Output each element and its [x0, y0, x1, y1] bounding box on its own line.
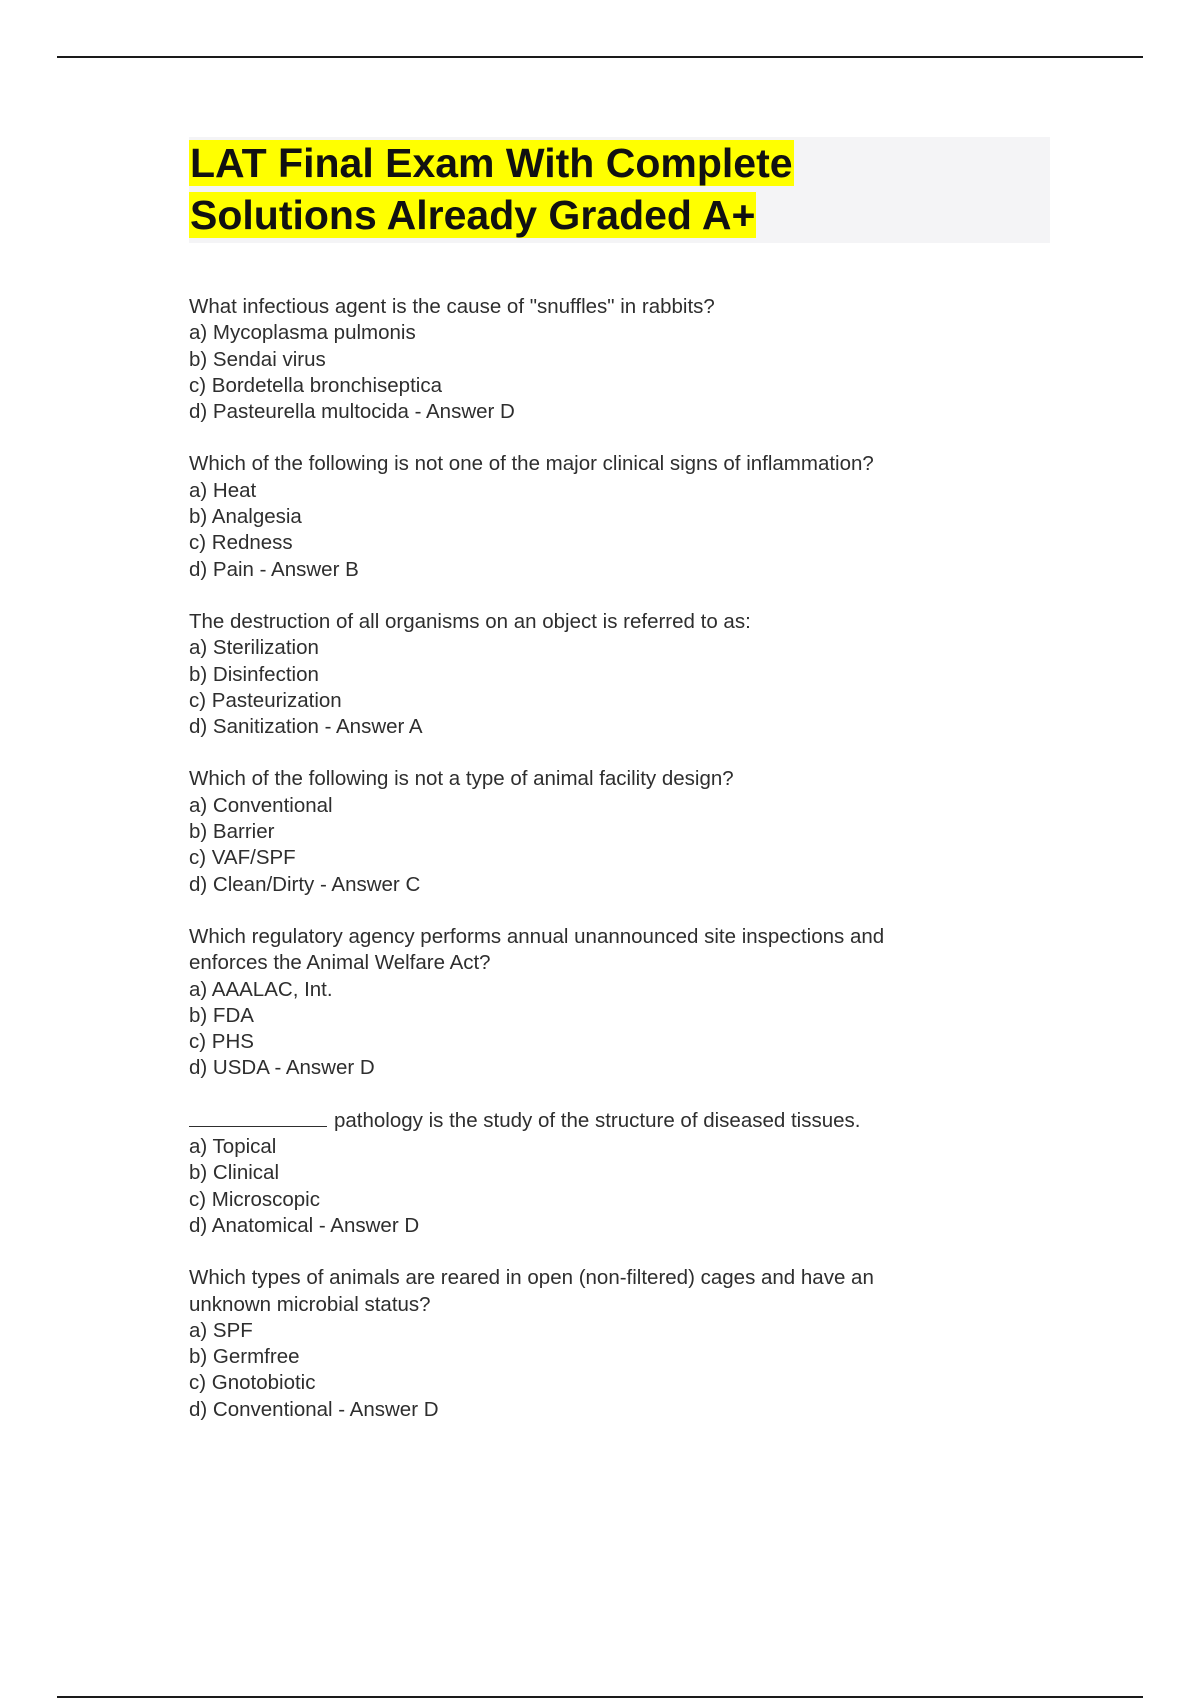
question-stem-line-2: unknown microbial status?: [189, 1292, 431, 1316]
top-divider: [57, 56, 1143, 58]
question-stem-line-1: Which regulatory agency performs annual unannounced site inspections and: [189, 924, 885, 948]
question-6: [189, 1108, 1069, 1239]
question-stem: Which of the following is not one of the major clinical signs of inflammation?: [189, 452, 874, 476]
question-7: [189, 1265, 1069, 1423]
question-4: [189, 766, 1069, 897]
option-d-answer: d) Sanitization - Answer A: [189, 715, 423, 739]
option-b: b) Clinical: [189, 1161, 279, 1185]
option-a: a) Conventional: [189, 793, 333, 817]
option-c: c) Pasteurization: [189, 688, 342, 712]
option-d-answer: d) USDA - Answer D: [189, 1056, 375, 1080]
question-stem-line-2: enforces the Animal Welfare Act?: [189, 951, 491, 975]
option-b: b) Disinfection: [189, 662, 319, 686]
option-b: b) Barrier: [189, 820, 275, 844]
option-b: b) Germfree: [189, 1345, 300, 1369]
question-stem-line-1: Which types of animals are reared in open (non-filtered) cages and have an: [189, 1266, 874, 1290]
question-stem: The destruction of all organisms on an object is referred to as:: [189, 609, 751, 633]
option-c: c) Gnotobiotic: [189, 1371, 316, 1395]
fill-in-blank: [189, 1108, 327, 1127]
question-stem: pathology is the study of the structure of diseased tissues.: [334, 1108, 861, 1132]
option-c: c) Redness: [189, 531, 293, 555]
option-c: c) VAF/SPF: [189, 846, 296, 870]
option-d-answer: d) Conventional - Answer D: [189, 1397, 439, 1421]
question-stem-with-blank: [189, 1108, 1069, 1134]
option-d-answer: d) Anatomical - Answer D: [189, 1213, 420, 1237]
question-3: [189, 609, 1069, 740]
option-b: b) Sendai virus: [189, 347, 326, 371]
option-a: a) Sterilization: [189, 636, 319, 660]
question-stem: Which of the following is not a type of animal facility design?: [189, 767, 734, 791]
bottom-divider: [57, 1696, 1143, 1698]
question-2: [189, 451, 1069, 582]
option-b: b) FDA: [189, 1003, 254, 1027]
question-1: [189, 294, 1069, 425]
option-d-answer: d) Pasteurella multocida - Answer D: [189, 400, 515, 424]
option-c: c) Microscopic: [189, 1187, 320, 1211]
option-b: b) Analgesia: [189, 505, 302, 529]
option-c: c) Bordetella bronchiseptica: [189, 373, 442, 397]
title-line-2: Solutions Already Graded A+: [190, 192, 756, 238]
option-a: a) Topical: [189, 1135, 277, 1159]
title-line-1: LAT Final Exam With Complete: [190, 140, 793, 186]
document-title: [189, 137, 1050, 241]
option-a: a) AAALAC, Int.: [189, 977, 333, 1001]
option-a: a) SPF: [189, 1318, 253, 1342]
question-5: [189, 924, 1069, 1082]
option-d-answer: d) Pain - Answer B: [189, 557, 359, 581]
title-block: [189, 137, 1050, 243]
question-list: [189, 294, 1069, 1449]
option-d-answer: d) Clean/Dirty - Answer C: [189, 872, 421, 896]
option-a: a) Mycoplasma pulmonis: [189, 321, 416, 345]
option-a: a) Heat: [189, 478, 257, 502]
question-stem: What infectious agent is the cause of "snuffles" in rabbits?: [189, 295, 715, 318]
option-c: c) PHS: [189, 1030, 254, 1054]
